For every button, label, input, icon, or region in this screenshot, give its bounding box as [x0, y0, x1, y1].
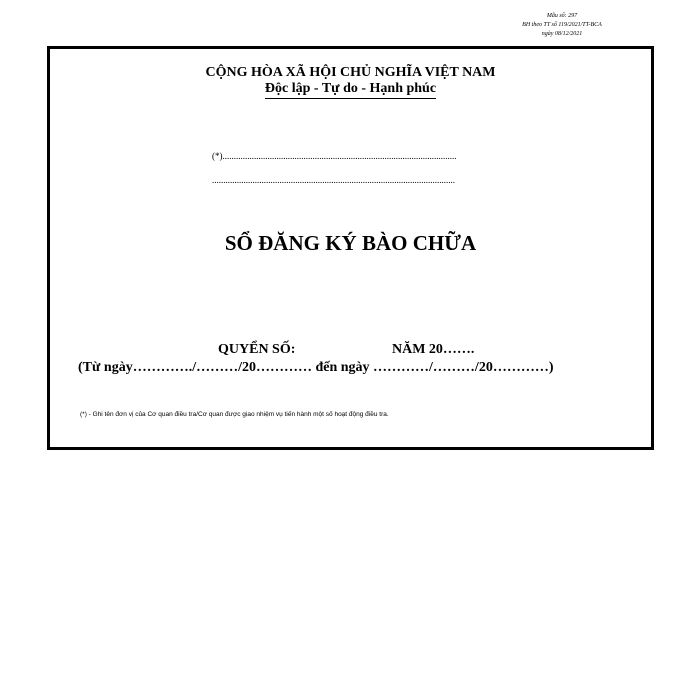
form-code — [492, 12, 632, 39]
agency-name-line-1: (*)........................................................................................................ — [212, 151, 457, 161]
nation-heading: CỘNG HÒA XÃ HỘI CHỦ NGHĨA VIỆT NAM — [205, 65, 496, 80]
book-title: SỔ ĐĂNG KÝ BÀO CHỮA — [224, 231, 477, 255]
agency-name-line-2: ............................................................................................................ — [212, 175, 455, 185]
form-circular: BH theo TT số 119/2021/TT-BCA — [522, 22, 602, 28]
year-label: NĂM 20……. — [392, 342, 475, 357]
volume-label: QUYỂN SỐ: — [218, 342, 296, 357]
date-range: (Từ ngày…………./………/20………… đến ngày …………/………/20…………) — [78, 360, 554, 375]
footnote: (*) - Ghi tên đơn vị của Cơ quan điều tra/Cơ quan được giao nhiệm vụ tiến hành một số hoạt động điều tra. — [80, 411, 389, 418]
form-date: ngày 08/12/2021 — [541, 31, 583, 37]
cover-frame — [47, 46, 654, 450]
motto: Độc lập - Tự do - Hạnh phúc — [265, 81, 436, 99]
motto-wrapper — [50, 79, 651, 99]
form-number: Mẫu số: 297 — [546, 13, 578, 19]
